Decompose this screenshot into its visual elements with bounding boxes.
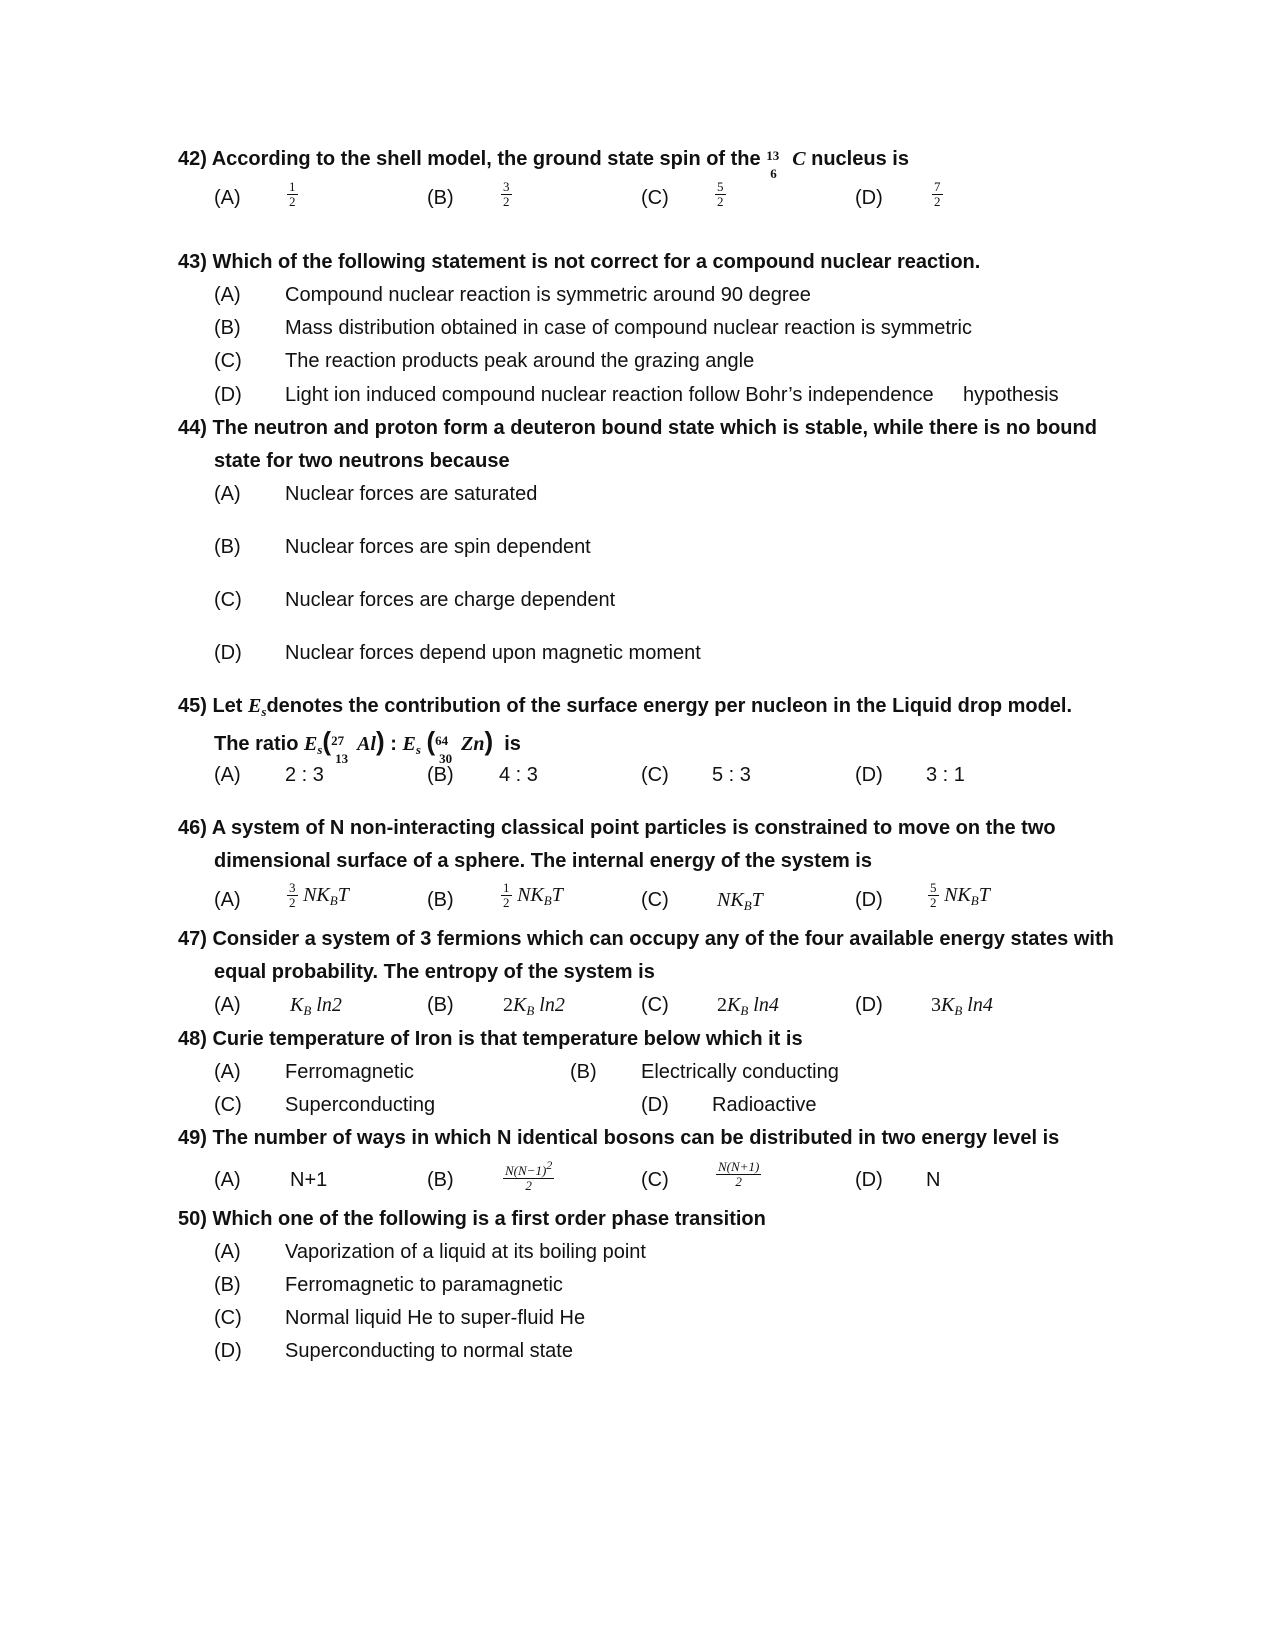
option-c-label: (C) [214,589,242,611]
option-b-value: $2K_B$ ln2 [503,994,565,1018]
ratio-al: $E_s$ [304,733,323,757]
option-b-text: Electrically conducting [641,1061,839,1083]
question-text: The neutron and proton form a deuteron bound state which is stable, while there is no bound [212,417,1097,439]
option-a-label: (A) [214,187,241,209]
question-number: 45) [178,695,207,717]
option-d-label: (D) [855,187,883,209]
option-b-label: (B) [427,187,454,209]
question-text: denotes the contribution of the surface energy per nucleon in the Liquid drop model. [266,695,1073,717]
option-d-text: Superconducting to normal state [285,1340,573,1362]
isotope-zn64: 64 30 [435,732,453,766]
option-c-text: Nuclear forces are charge dependent [285,589,616,611]
option-b-label: (B) [427,764,454,786]
question-44 [178,415,1097,441]
option-b-text: 4 : 3 [499,764,538,786]
question-number: 44) [178,417,207,439]
option-c-value: $NK_BT$ [717,889,763,913]
option-b-label: (B) [427,1169,454,1191]
question-number: 46) [178,817,207,839]
question-48 [178,1026,803,1052]
question-43 [178,249,980,275]
question-49 [178,1125,1059,1151]
option-c-text: 5 : 3 [712,764,751,786]
option-a-value: $\frac{1}{2}$ [289,179,296,209]
question-46 [178,815,1056,841]
option-d-label: (D) [641,1094,669,1116]
option-c-text: Normal liquid He to super-fluid He [285,1307,586,1329]
question-number: 49) [178,1127,207,1149]
option-b-label: (B) [427,889,454,911]
option-d-text: 3 : 1 [926,764,965,786]
question-47-line2: equal probability. The entropy of the system is [214,961,655,983]
option-d-value: $\frac{7}{2}$ [934,179,941,209]
option-b-label: (B) [427,994,454,1016]
question-text-lead: Let [212,695,243,717]
option-c-label: (C) [214,1307,242,1329]
option-d-label: (D) [214,1340,242,1362]
option-a-label: (A) [214,1061,241,1083]
isotope-symbol: Zn [461,733,485,755]
option-d-label: (D) [214,642,242,664]
question-text-tail: nucleus is [811,148,909,170]
option-b-label: (B) [214,317,241,339]
option-c-label: (C) [641,994,669,1016]
question-text: Curie temperature of Iron is that temperature below which it is [212,1028,803,1050]
option-a-label: (A) [214,1169,241,1191]
option-b-text: Nuclear forces are spin dependent [285,536,591,558]
option-c-value: $\frac{N(N+1)}{2}$ [718,1159,760,1189]
option-c-label: (C) [641,889,669,911]
question-47 [178,926,1114,952]
question-42 [178,146,909,181]
option-a-label: (A) [214,483,241,505]
option-d-text: Nuclear forces depend upon magnetic moment [285,642,701,664]
option-b-label: (B) [214,1274,241,1296]
question-text-tail: is [504,733,521,755]
option-a-label: (A) [214,1241,241,1263]
option-b-value: $\frac{N(N-1)2}{2}$ [505,1158,553,1193]
option-a-text: Compound nuclear reaction is symmetric around 90 degree [285,284,811,306]
option-d-label: (D) [855,889,883,911]
option-d-value: $\frac{5}{2}$ $NK_BT$ [930,880,990,910]
question-45 [178,693,1072,725]
ratio-colon: : [390,733,397,755]
question-text: The ratio [214,733,299,755]
option-d-label: (D) [855,764,883,786]
option-b-text: Ferromagnetic to paramagnetic [285,1274,563,1296]
option-c-value: $\frac{5}{2}$ [717,179,724,209]
option-c-label: (C) [641,187,669,209]
isotope-al27: 27 13 [331,732,349,766]
option-d-label: (D) [855,1169,883,1191]
question-45-line2: The ratio $E_s$( 27 13 Al) : $E_s$ ( 64 30 Zn) is [214,726,521,766]
question-text: A system of N non-interacting classical point particles is constrained to move on the two [211,817,1056,839]
question-text: According to the shell model, the ground state spin of the [211,148,761,170]
question-number: 42) [178,148,207,170]
option-d-text-tail: hypothesis [963,384,1059,406]
option-a-text: N+1 [290,1169,328,1191]
option-a-text: Vaporization of a liquid at its boiling point [285,1241,646,1263]
option-a-text: Nuclear forces are saturated [285,483,538,505]
option-d-label: (D) [855,994,883,1016]
isotope-c13: 13 6 [766,147,780,181]
question-text: Which one of the following is a first order phase transition [212,1208,766,1230]
question-number: 48) [178,1028,207,1050]
question-number: 50) [178,1208,207,1230]
option-b-value: $\frac{1}{2}$ $NK_BT$ [503,880,563,910]
option-c-value: $2K_B$ ln4 [717,994,779,1018]
question-text: The number of ways in which N identical bosons can be distributed in two energy level is [212,1127,1060,1149]
option-c-text: The reaction products peak around the grazing angle [285,350,755,372]
option-b-value: $\frac{3}{2}$ [503,179,510,209]
option-a-label: (A) [214,889,241,911]
surface-energy-symbol: $E_s$ [248,695,267,719]
question-number: 47) [178,928,207,950]
question-number: 43) [178,251,207,273]
option-a-text: 2 : 3 [285,764,324,786]
option-c-label: (C) [214,1094,242,1116]
option-d-text: Light ion induced compound nuclear reaction follow Bohr’s independence [285,384,934,406]
ratio-zn: $E_s$ [402,733,421,757]
option-a-value: $\frac{3}{2}$ $NK_BT$ [289,880,349,910]
question-50 [178,1206,766,1232]
option-d-value: $3K_B$ ln4 [931,994,993,1018]
option-a-value: $K_B$ ln2 [290,994,342,1018]
option-a-label: (A) [214,284,241,306]
option-d-text: Radioactive [712,1094,817,1116]
option-c-label: (C) [641,1169,669,1191]
isotope-symbol: C [792,148,806,170]
option-a-label: (A) [214,764,241,786]
option-c-text: Superconducting [285,1094,436,1116]
question-46-line2: dimensional surface of a sphere. The internal energy of the system is [214,850,872,872]
question-text: Which of the following statement is not correct for a compound nuclear reaction. [212,251,981,273]
option-b-label: (B) [570,1061,597,1083]
option-a-text: Ferromagnetic [285,1061,414,1083]
option-d-text: N [926,1169,941,1191]
option-b-label: (B) [214,536,241,558]
option-d-label: (D) [214,384,242,406]
option-c-label: (C) [214,350,242,372]
question-text: Consider a system of 3 fermions which can occupy any of the four available energy states with [212,928,1114,950]
option-b-text: Mass distribution obtained in case of compound nuclear reaction is symmetric [285,317,972,339]
option-a-label: (A) [214,994,241,1016]
option-c-label: (C) [641,764,669,786]
question-44-line2: state for two neutrons because [214,450,510,472]
isotope-symbol: Al [357,733,376,755]
